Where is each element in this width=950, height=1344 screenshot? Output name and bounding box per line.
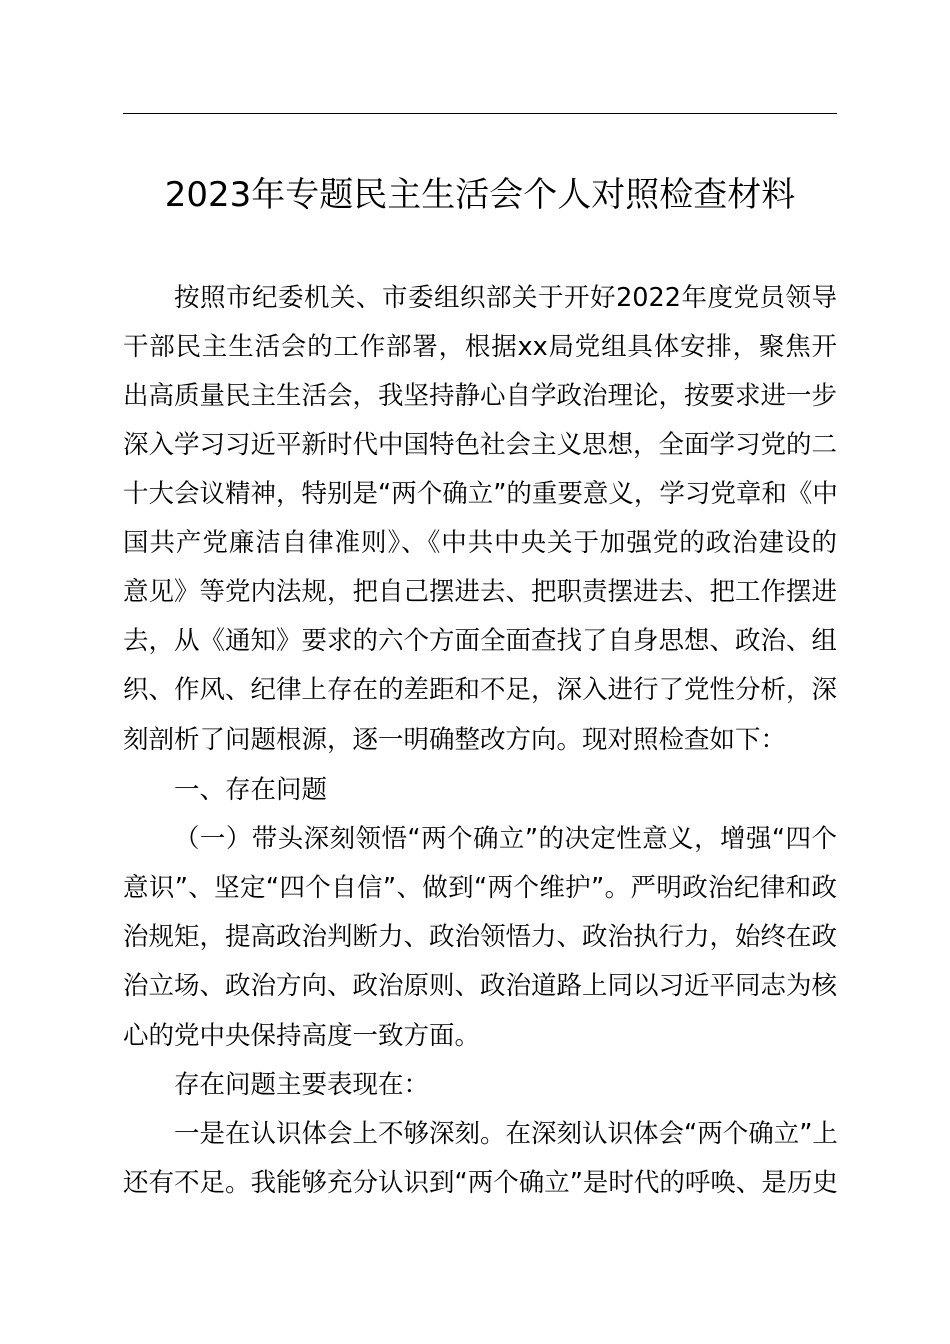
body-line-5: 十大会议精神，特别是“两个确立”的重要意义，学习党章和《中 — [123, 479, 838, 509]
subsection-heading-line-4: 治立场、政治方向、政治原则、政治道路上同以习近平同志为核 — [123, 971, 838, 1001]
page-title: 2023年专题民主生活会个人对照检查材料 — [164, 175, 796, 215]
section-heading-1: 一、存在问题 — [174, 775, 328, 805]
body-line-2: 干部民主生活会的工作部署，根据xx局党组具体安排，聚焦开 — [123, 332, 837, 362]
problem-1-line-2: 还有不足。我能够充分认识到“两个确立”是时代的呼唤、是历史 — [123, 1168, 838, 1198]
body-line-6: 国共产党廉洁自律准则》、《中共中央关于加强党的政治建设的 — [123, 528, 837, 558]
body-line-1: 按照市纪委机关、市委组织部关于开好2022年度党员领导 — [174, 283, 837, 313]
subsection-heading-line-5: 心的党中央保持高度一致方面。 — [123, 1021, 481, 1051]
problems-intro: 存在问题主要表现在： — [174, 1070, 430, 1100]
problem-1-line-1: 一是在认识体会上不够深刻。在深刻认识体会“两个确立”上 — [174, 1119, 838, 1149]
body-line-7: 意见》等党内法规，把自己摆进去、把职责摆进去、把工作摆进 — [123, 577, 838, 607]
subsection-heading-line-2: 意识”、坚定“四个自信”、做到“两个维护”。严明政治纪律和政 — [123, 873, 837, 903]
body-line-10: 刻剖析了问题根源，逐一明确整改方向。现对照检查如下： — [123, 725, 787, 755]
header-rule — [123, 113, 837, 114]
body-line-9: 织、作风、纪律上存在的差距和不足，深入进行了党性分析，深 — [123, 675, 838, 705]
body-line-4: 深入学习习近平新时代中国特色社会主义思想，全面学习党的二 — [123, 430, 838, 460]
body-line-3: 出高质量民主生活会，我坚持静心自学政治理论，按要求进一步 — [123, 381, 838, 411]
subsection-heading-line-1: （一）带头深刻领悟“两个确立”的决定性意义，增强“四个 — [174, 824, 837, 854]
subsection-heading-line-3: 治规矩，提高政治判断力、政治领悟力、政治执行力，始终在政 — [123, 922, 838, 952]
body-line-8: 去，从《通知》要求的六个方面全面查找了自身思想、政治、组 — [123, 626, 838, 656]
